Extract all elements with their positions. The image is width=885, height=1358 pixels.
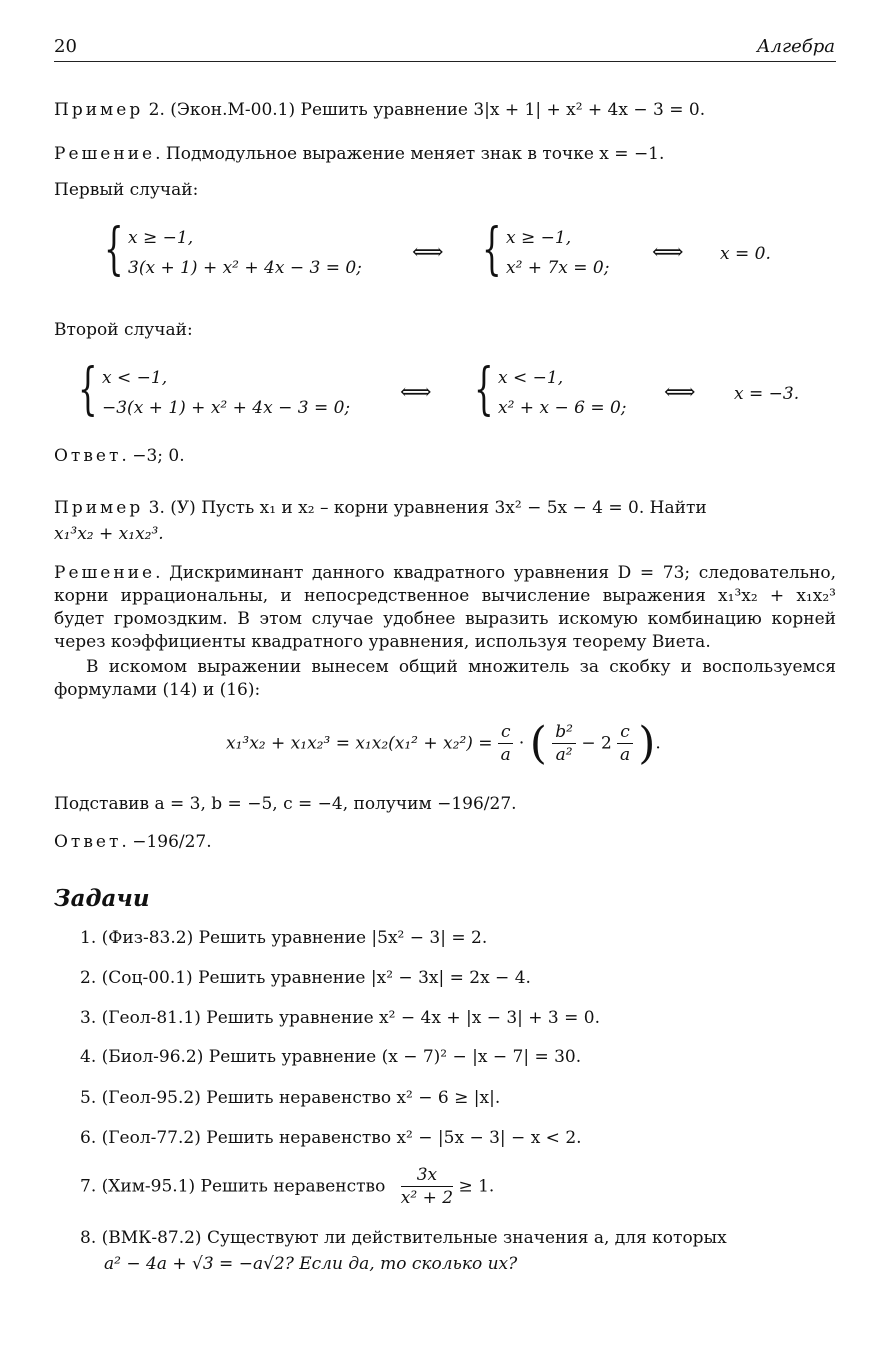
example3-answer — [54, 832, 212, 852]
example3-statement-line2: x₁³x₂ + x₁x₂³. — [54, 524, 164, 544]
task-number: 3. — [80, 1008, 97, 1028]
answer-lead: Ответ — [54, 832, 122, 852]
frac-den: a² — [555, 745, 573, 765]
case1-iff-2: ⟺ — [652, 240, 684, 265]
example3-lead: Пример — [54, 498, 144, 518]
case2-sys2-line1: x < −1, — [498, 368, 564, 388]
running-title: Алгебра — [756, 36, 835, 57]
case2-brace-1: { — [78, 357, 98, 422]
fraction-c-over-a-2 — [617, 721, 633, 766]
case1-sys2-line2: x² + 7x = 0; — [506, 258, 610, 278]
task-text: (Соц-00.1) Решить уравнение |x² − 3x| = 2x − 4. — [101, 968, 531, 988]
task-text: (Геол-81.1) Решить уравнение x² − 4x + |x − 3| + 3 = 0. — [101, 1008, 601, 1028]
example3-solution — [54, 562, 836, 654]
task-number: 4. — [80, 1047, 97, 1067]
display-formula: x₁³x₂ + x₁x₂³ = x₁x₂(x₁² + x₂²) = $\frac{c}{a}$ · ( $\frac{\text{b²}}{\text{a²}}$ − 2 $\frac{c}{a}$ ). — [226, 718, 661, 769]
example2-statement — [54, 100, 705, 120]
task-text: (Биол-96.2) Решить уравнение (x − 7)² − |x − 7| = 30. — [101, 1047, 582, 1067]
case1-sys1-line1: x ≥ −1, — [128, 228, 194, 248]
solution-lead: Решение — [54, 144, 156, 164]
example3-statement-line1 — [54, 498, 707, 518]
task-text: (Хим-95.1) Решить неравенство — [101, 1176, 386, 1197]
fraction-b2-over-a2 — [552, 721, 576, 766]
case1-brace-2: { — [482, 217, 502, 282]
case2-sys1-line1: x < −1, — [102, 368, 168, 388]
frac-num: b² — [552, 721, 576, 744]
frac-num: c — [617, 721, 633, 744]
case2-sys1-line2: −3(x + 1) + x² + 4x − 3 = 0; — [102, 398, 351, 418]
case2-result: x = −3. — [734, 384, 800, 404]
solution-text: . Подмодульное выражение меняет знак в точке x = −1. — [155, 144, 665, 164]
answer-text: . −3; 0. — [121, 446, 185, 466]
case1-iff-1: ⟺ — [412, 240, 444, 265]
example3-text: 3. (У) Пусть x₁ и x₂ – корни уравнения 3x² − 5x − 4 = 0. Найти — [148, 498, 707, 518]
task-text: (Геол-77.2) Решить неравенство x² − |5x − 3| − x < 2. — [101, 1128, 582, 1148]
task7-tail: ≥ 1. — [458, 1176, 495, 1197]
case1-brace-1: { — [104, 217, 124, 282]
frac-num: 3x — [401, 1164, 453, 1187]
case1-sys2-line1: x ≥ −1, — [506, 228, 572, 248]
task-text: (Геол-95.2) Решить неравенство x² − 6 ≥ |x|. — [101, 1088, 501, 1108]
task-number: 8. — [80, 1228, 97, 1248]
task-item — [80, 1164, 494, 1209]
task8-line2: a² − 4a + √3 = −a√2? Если да, то сколько их? — [104, 1254, 518, 1274]
example2-answer — [54, 446, 185, 466]
header-rule — [54, 61, 836, 62]
case2-iff-1: ⟺ — [400, 380, 432, 405]
example3-paragraph2: В искомом выражении вынесем общий множитель за скобку и воспользуемся формулами (14) и (16): — [54, 657, 836, 700]
page-number: 20 — [54, 36, 77, 57]
task-text: (Физ-83.2) Решить уравнение |5x² − 3| = 2. — [101, 928, 488, 948]
frac-num: c — [498, 721, 514, 744]
case2-title: Второй случай: — [54, 320, 193, 340]
task-number: 1. — [80, 928, 97, 948]
answer-text: . −196/27. — [121, 832, 212, 852]
task-number: 7. — [80, 1176, 97, 1197]
case1-result: x = 0. — [720, 244, 771, 264]
substitution-line: Подставив a = 3, b = −5, c = −4, получим −196/27. — [54, 794, 517, 814]
task-number: 5. — [80, 1088, 97, 1108]
task-number: 2. — [80, 968, 97, 988]
task-item — [80, 1047, 581, 1067]
example2-solution — [54, 144, 664, 164]
fraction-c-over-a — [498, 721, 514, 766]
task-item — [80, 1088, 500, 1108]
tasks-heading: Задачи — [54, 885, 150, 912]
frac-den: a — [619, 745, 631, 765]
case1-sys1-line2: 3(x + 1) + x² + 4x − 3 = 0; — [128, 258, 362, 278]
task-item — [80, 968, 531, 988]
frac-den: a — [500, 745, 511, 765]
formula-two: − 2 — [581, 733, 612, 754]
frac-den: x² + 2 — [400, 1188, 454, 1208]
formula-left: x₁³x₂ + x₁x₂³ = x₁x₂(x₁² + x₂²) = — [226, 733, 493, 754]
task-item — [80, 1228, 727, 1248]
example3-solution-lead: Решение — [54, 563, 156, 583]
task-item — [80, 928, 487, 948]
case2-brace-2: { — [474, 357, 494, 422]
example3-solution-text: . Дискриминант данного квадратного уравнения D = 73; следовательно, корни иррациональны, и непосредственное вычисление выражения x₁³x₂ + x₁x₂³ будет громоздким. В этом случае удобнее выразить искомую комбинацию корней через коэффициенты квадратного уравнения, используя теорему Виета. — [54, 563, 836, 652]
task-item — [80, 1008, 600, 1028]
case2-iff-2: ⟺ — [664, 380, 696, 405]
example2-text: 2. (Экон.М-00.1) Решить уравнение 3|x + 1| + x² + 4x − 3 = 0. — [148, 100, 706, 120]
answer-lead: Ответ — [54, 446, 122, 466]
task-item — [80, 1128, 582, 1148]
case2-sys2-line2: x² + x − 6 = 0; — [498, 398, 627, 418]
case1-title: Первый случай: — [54, 180, 199, 200]
example2-lead: Пример — [54, 100, 144, 120]
task-number: 6. — [80, 1128, 97, 1148]
task7-fraction — [401, 1164, 453, 1209]
task-text: (ВМК-87.2) Существуют ли действительные значения a, для которых — [101, 1228, 727, 1248]
